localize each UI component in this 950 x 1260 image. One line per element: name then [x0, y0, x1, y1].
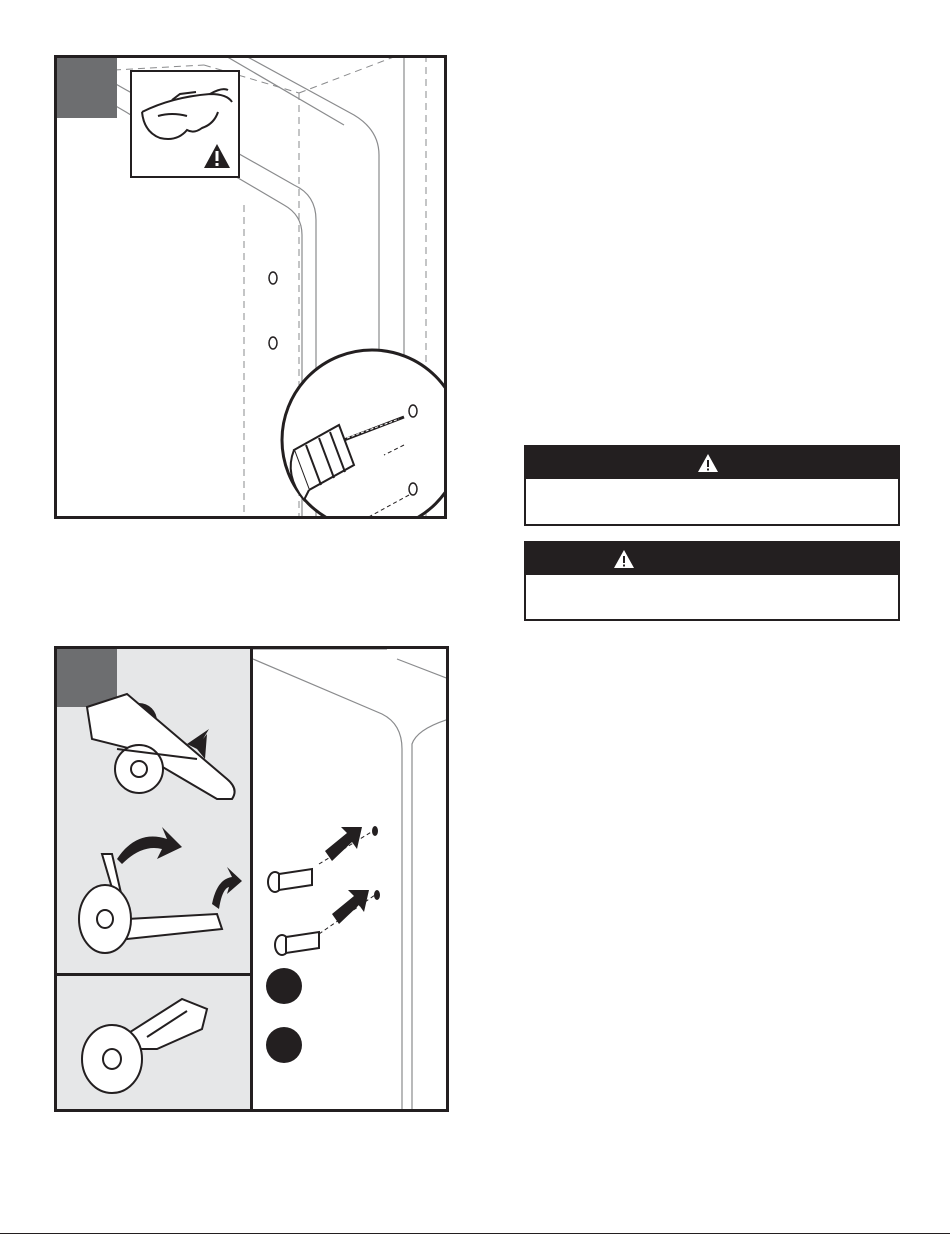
warning-text [526, 575, 898, 587]
drill-hole [269, 337, 277, 349]
footer-rule [0, 1233, 950, 1234]
cabinet-drill-illustration [54, 55, 447, 519]
warning-box-2 [524, 541, 900, 621]
warning-triangle-icon [202, 142, 232, 170]
warning-triangle-icon [613, 549, 635, 569]
safety-glasses-callout [130, 70, 240, 178]
step-number-tab [57, 58, 117, 118]
figure-1-panel [54, 55, 447, 519]
warning-header [526, 543, 898, 575]
drill-hole [269, 272, 277, 284]
warning-text [526, 479, 898, 491]
warning-triangle-icon [697, 453, 719, 473]
warning-box-1 [524, 445, 900, 526]
bracket-assembly-illustration [57, 649, 449, 1112]
figure-2-panel [54, 646, 449, 1112]
warning-header [526, 447, 898, 479]
